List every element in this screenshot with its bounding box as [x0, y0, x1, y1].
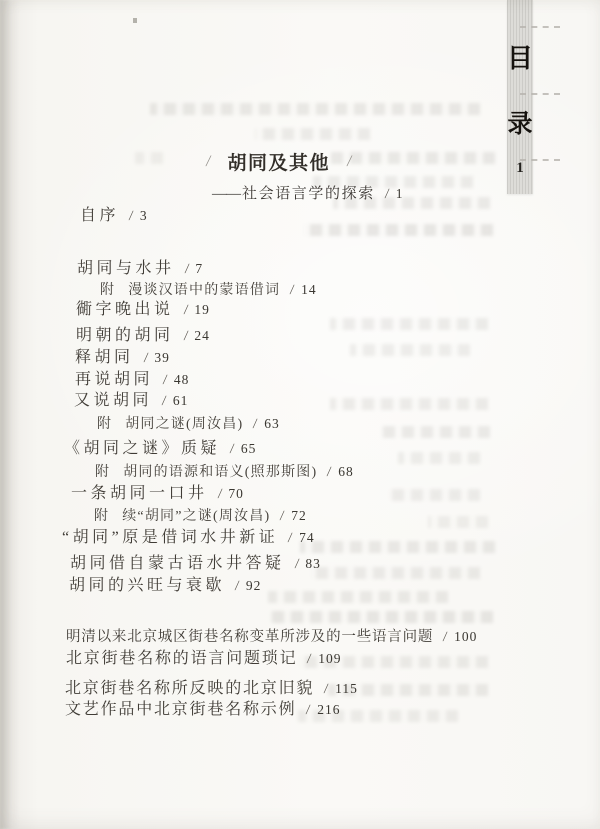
toc-entry	[94, 507, 307, 526]
slash-separator: /	[161, 394, 167, 409]
bleedthrough-text	[330, 152, 495, 164]
toc-entry-page: 63	[264, 416, 280, 431]
toc-entry-page: 100	[454, 629, 478, 644]
tab-char-lu: 录	[507, 111, 533, 138]
toc-entry-title: 再说胡同	[75, 371, 154, 388]
bleedthrough-text	[380, 426, 490, 438]
slash-separator: /	[293, 557, 300, 572]
toc-entry-page: 7	[195, 261, 204, 276]
slash-separator: /	[323, 682, 329, 697]
toc-entry-title: 一条胡同一口井	[71, 485, 208, 502]
toc-entry-title: 明清以来北京城区街巷名称变革所涉及的一些语言问题	[66, 629, 434, 645]
slash-separator: /	[182, 303, 189, 318]
attachment-prefix: 附	[97, 417, 113, 432]
title-slash-right: /	[345, 152, 353, 170]
toc-entry-title: 又说胡同	[74, 392, 153, 409]
section-title: 胡同及其他	[227, 153, 330, 174]
tab-page-number: 1	[516, 160, 524, 176]
toc-entry-page: 24	[194, 328, 210, 343]
slash-separator: /	[306, 652, 313, 667]
page-gutter-shadow	[0, 0, 20, 829]
slash-separator: /	[289, 283, 295, 298]
toc-entry-title: 胡同借自蒙古语水井答疑	[70, 555, 285, 572]
bleedthrough-text	[150, 103, 480, 115]
toc-entry	[76, 327, 210, 346]
toc-entry-title: 《胡同之谜》质疑	[64, 440, 221, 457]
attachment-prefix: 附	[100, 283, 116, 298]
bleedthrough-text	[428, 516, 488, 528]
slash-separator: /	[183, 262, 190, 277]
toc-entry-page: 68	[338, 464, 354, 479]
dashed-line	[520, 159, 560, 161]
toc-entry	[75, 371, 189, 390]
bleedthrough-text	[388, 489, 480, 501]
toc-entry-page: 83	[305, 556, 321, 571]
slash-separator: /	[182, 329, 189, 344]
toc-entry-title: 续“胡同”之谜(周汝昌)	[122, 509, 271, 524]
toc-entry-page: 14	[301, 282, 317, 297]
toc-entry-page: 216	[317, 702, 341, 717]
toc-entry-title: 胡同之谜(周汝昌)	[125, 417, 244, 432]
dashed-line	[520, 26, 560, 28]
toc-entry	[71, 485, 244, 504]
slash-separator: /	[234, 579, 240, 594]
slash-separator: /	[287, 531, 293, 546]
subtitle-dash: ——	[212, 186, 240, 202]
toc-entry	[64, 440, 256, 459]
slash-separator: /	[162, 373, 168, 388]
slash-separator: /	[279, 509, 286, 524]
toc-entry-title: 漫谈汉语中的蒙语借词	[128, 283, 281, 298]
bleedthrough-text	[300, 541, 495, 553]
toc-entry	[80, 207, 148, 226]
toc-entry-title: 文艺作品中北京街巷名称示例	[65, 701, 297, 718]
toc-entry-page: 61	[172, 393, 189, 408]
toc-entry-title: 胡同的兴旺与衰歇	[69, 577, 226, 594]
toc-entry	[74, 392, 188, 411]
tab-char-mu: 目	[507, 44, 534, 73]
slash-separator: /	[326, 465, 333, 480]
section-title-row	[206, 148, 351, 175]
bleedthrough-text	[268, 591, 448, 603]
toc-entry-page: 115	[335, 681, 358, 696]
attachment-prefix: 附	[94, 509, 110, 524]
slash-separator: /	[252, 417, 259, 432]
toc-entry	[62, 529, 315, 548]
section-subtitle	[212, 182, 403, 203]
slash-separator: /	[216, 487, 223, 502]
bleedthrough-text	[303, 224, 493, 236]
slash-separator: /	[384, 187, 390, 202]
toc-entry-title: 衚字晚出说	[76, 301, 174, 318]
slash-separator: /	[442, 630, 448, 645]
toc-entry-title: 胡同与水井	[77, 260, 175, 277]
toc-entry-page: 72	[291, 508, 307, 523]
toc-entry	[75, 349, 170, 368]
toc-entry-title: 自序	[80, 207, 120, 224]
toc-entry	[95, 463, 354, 482]
toc-entry-page: 39	[154, 350, 170, 365]
toc-entry	[65, 701, 341, 720]
toc-entry-title: 释胡同	[75, 349, 134, 366]
slash-separator: /	[128, 209, 134, 224]
toc-entry	[77, 260, 203, 279]
toc-entry-page: 92	[245, 578, 262, 593]
toc-entry	[70, 555, 321, 574]
bleedthrough-text	[398, 452, 480, 464]
bleedthrough-text	[330, 398, 488, 410]
toc-entry-title: 明朝的胡同	[76, 327, 174, 344]
toc-entry	[76, 301, 210, 320]
toc-entry-page: 19	[194, 302, 210, 317]
page-edge-tab	[507, 0, 533, 194]
scan-speck	[133, 18, 137, 23]
dashed-line	[520, 93, 560, 95]
bleedthrough-text	[135, 152, 163, 164]
slash-separator: /	[305, 703, 312, 718]
subtitle-text: 社会语言学的探索	[242, 186, 375, 202]
toc-entry-page: 3	[139, 208, 148, 223]
toc-entry-title: 胡同的语源和语义(照那斯图)	[123, 465, 318, 480]
bleedthrough-text	[330, 318, 488, 330]
subtitle-page: 1	[395, 186, 404, 201]
bleedthrough-text	[268, 611, 493, 623]
toc-entry-page: 65	[240, 441, 257, 456]
toc-entry	[66, 650, 342, 669]
toc-entry-title: 北京街巷名称所反映的北京旧貌	[65, 680, 315, 697]
toc-entry	[97, 415, 280, 434]
toc-entry-page: 109	[318, 651, 342, 666]
title-slash-left: /	[204, 152, 212, 170]
toc-entry-page: 74	[299, 530, 315, 545]
toc-entry	[65, 680, 358, 699]
toc-entry-page: 70	[228, 486, 244, 501]
toc-entry-title: “胡同”原是借词水井新证	[62, 529, 279, 546]
toc-entry	[69, 577, 261, 596]
bleedthrough-text	[255, 128, 370, 140]
toc-entry	[66, 628, 477, 647]
toc-entry-page: 48	[173, 372, 190, 387]
attachment-prefix: 附	[95, 465, 111, 480]
toc-entry-title: 北京街巷名称的语言问题琐记	[66, 650, 298, 667]
slash-separator: /	[142, 351, 149, 366]
bleedthrough-text	[350, 344, 470, 356]
bleedthrough-text	[310, 567, 480, 579]
slash-separator: /	[229, 442, 235, 457]
toc-entry	[100, 281, 317, 300]
